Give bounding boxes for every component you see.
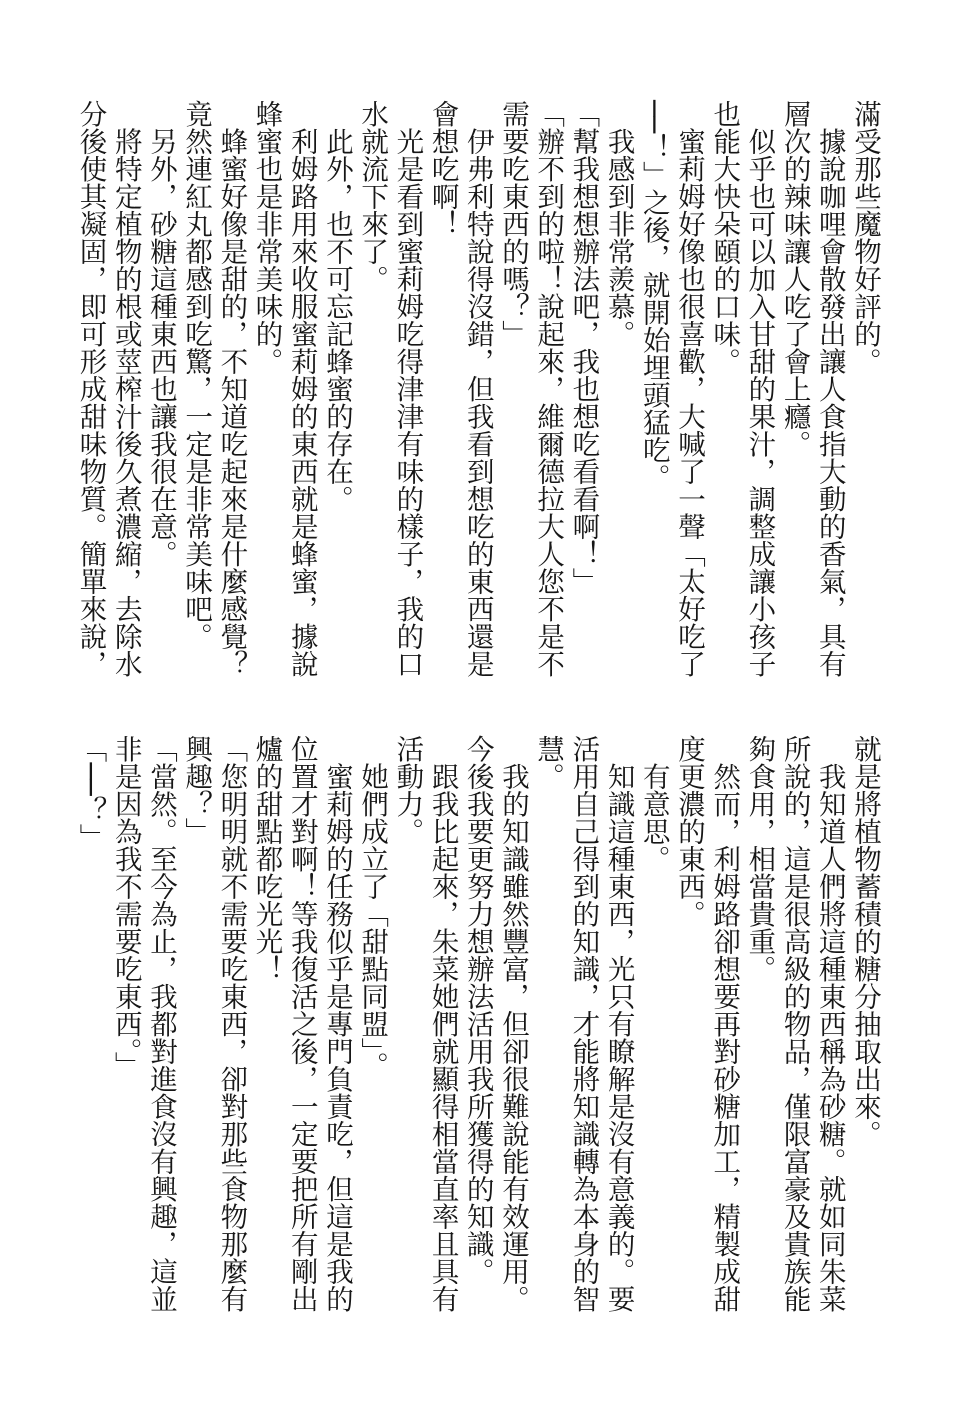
text-column: 蜂蜜也是非常美味的。 — [250, 100, 283, 375]
text-column: 滿受那些魔物好評的。 — [849, 100, 881, 375]
text-column: 蜜莉姆好像也很喜歡，大喊了一聲「太好吃了 — [672, 100, 705, 678]
text-column: 伊弗利特說得沒錯，但我看到想吃的東西還是 — [461, 100, 494, 678]
text-column: 「當然。至今為止，我都對進食沒有興趣，這並 — [144, 735, 177, 1313]
text-column: 我知道人們將這種東西稱為砂糖。就如同朱菜 — [813, 735, 846, 1313]
text-column: 就是將植物蓄積的糖分抽取出來。 — [849, 735, 881, 1148]
text-column: 據說咖哩會散發出讓人食指大動的香氣，具有 — [813, 100, 846, 678]
text-column: 她們成立了「甜點同盟」。 — [356, 735, 389, 1079]
text-column: 跟我比起來，朱菜她們就顯得相當直率且具有 — [426, 735, 459, 1313]
text-column: 然而，利姆路卻想要再對砂糖加工，精製成甜 — [708, 735, 741, 1313]
text-column: 活用自己得到的知識，才能將知識轉為本身的智 — [567, 735, 600, 1313]
text-column: 所說的，這是很高級的物品，僅限富豪及貴族能 — [778, 735, 811, 1313]
text-column: 蜂蜜好像是甜的，不知道吃起來是什麼感覺？ — [215, 100, 248, 678]
text-column: 「──？」 — [74, 735, 107, 851]
text-column: 我的知識雖然豐富，但卻很難說能有效運用。 — [496, 735, 529, 1313]
text-column: 此外，也不可忘記蜂蜜的存在。 — [320, 100, 353, 513]
text-column: 爐的甜點都吃光光！ — [250, 735, 283, 983]
text-column: 將特定植物的根或莖榨汁後久煮濃縮，去除水 — [109, 100, 142, 678]
text-column: 水就流下來了。 — [356, 100, 389, 293]
text-column: 活動力。 — [391, 735, 424, 845]
text-column: 層次的辣味讓人吃了會上癮。 — [778, 100, 811, 458]
text-column: 夠食用，相當貴重。 — [743, 735, 776, 983]
text-column: 竟然連紅丸都感到吃驚，一定是非常美味吧。 — [180, 100, 213, 650]
bottom-text-block — [72, 735, 882, 1315]
text-column: 似乎也可以加入甘甜的果汁，調整成讓小孩子 — [743, 100, 776, 678]
text-column: 另外，砂糖這種東西也讓我很在意。 — [144, 100, 177, 568]
text-column: 分後使其凝固，即可形成甜味物質。簡單來說， — [74, 100, 107, 678]
text-column: 會想吃啊！ — [426, 100, 459, 238]
top-text-block — [72, 100, 882, 680]
text-column: 有意思。 — [637, 735, 670, 873]
text-column: 興趣？」 — [180, 735, 213, 845]
text-column: 蜜莉姆的任務似乎是專門負責吃，但這是我的 — [320, 735, 353, 1313]
text-column: 利姆路用來收服蜜莉姆的東西就是蜂蜜，據說 — [285, 100, 318, 678]
text-column: ──！」之後，就開始埋頭猛吃。 — [637, 100, 670, 491]
text-column: 今後我要更努力想辦法活用我所獲得的知識。 — [461, 735, 494, 1285]
text-column: 也能大快朵頤的口味。 — [708, 100, 741, 375]
text-column: 「您明明就不需要吃東西，卻對那些食物那麼有 — [215, 735, 248, 1313]
text-column: 光是看到蜜莉姆吃得津津有味的樣子，我的口 — [391, 100, 424, 678]
text-column: 「幫我想想辦法吧，我也想吃看看啊！」 — [567, 100, 600, 595]
text-column: 度更濃的東西。 — [672, 735, 705, 928]
text-column: 慧。 — [532, 735, 565, 790]
text-column: 我感到非常羨慕。 — [602, 100, 635, 348]
text-column: 需要吃東西的嗎？」 — [496, 100, 529, 348]
text-column: 非是因為我不需要吃東西。」 — [109, 735, 142, 1079]
text-column: 知識這種東西，光只有瞭解是沒有意義的。要 — [602, 735, 635, 1313]
text-column: 「辦不到的啦！說起來，維爾德拉大人您不是不 — [532, 100, 565, 678]
text-column: 位置才對啊！等我復活之後，一定要把所有剛出 — [285, 735, 318, 1313]
